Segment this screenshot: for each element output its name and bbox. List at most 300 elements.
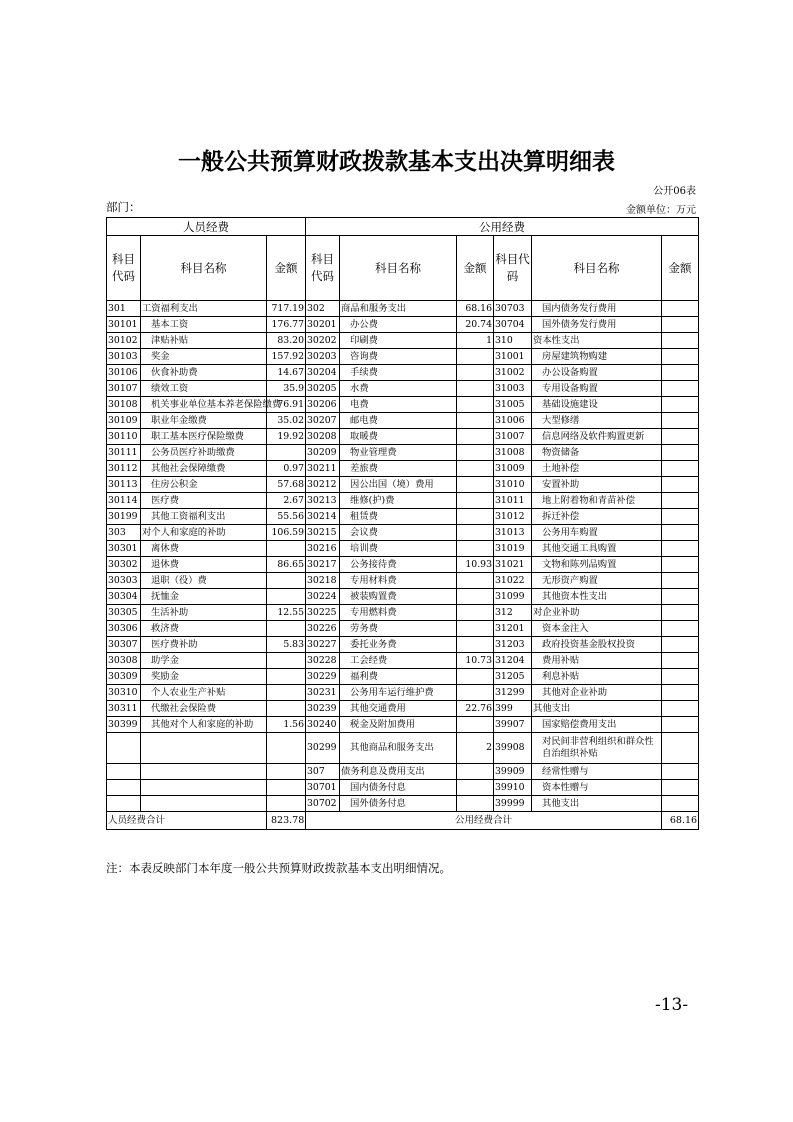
table-row [107, 621, 699, 637]
footnote: 注：本表反映部门本年度一般公共预算财政拨款基本支出明细情况。 [106, 861, 451, 875]
cell-name: 助学金 [141, 653, 267, 669]
cell-name: 其他商品和服务支出 [340, 733, 457, 764]
cell-code: 30108 [107, 397, 141, 413]
cell-code: 30212 [306, 477, 340, 493]
cell-code: 30303 [107, 573, 141, 589]
cell-amount [457, 477, 494, 493]
header-code: 科目代码 [107, 236, 141, 301]
cell-name: 工会经费 [340, 653, 457, 669]
cell-name: 基本工资 [141, 317, 267, 333]
cell-amount: 0.97 [267, 461, 306, 477]
cell-name: 医疗费补助 [141, 637, 267, 653]
cell-name: 机关事业单位基本养老保险缴费 [141, 397, 267, 413]
cell-amount [267, 796, 306, 812]
cell-code: 31002 [494, 365, 532, 381]
cell-code: 31205 [494, 669, 532, 685]
cell-amount: 76.91 [267, 397, 306, 413]
cell-amount [457, 413, 494, 429]
table-row [107, 301, 699, 317]
cell-code: 31008 [494, 445, 532, 461]
table-row [107, 541, 699, 557]
cell-code: 31204 [494, 653, 532, 669]
cell-amount: 83.20 [267, 333, 306, 349]
table-row [107, 685, 699, 701]
cell-amount [457, 796, 494, 812]
table-row [107, 557, 699, 573]
cell-code: 31201 [494, 621, 532, 637]
cell-name: 维修(护)费 [340, 493, 457, 509]
cell-code: 30305 [107, 605, 141, 621]
table-row [107, 429, 699, 445]
cell-code: 30213 [306, 493, 340, 509]
cell-amount: 14.67 [267, 365, 306, 381]
cell-code: 31019 [494, 541, 532, 557]
cell-name: 其他交通工具购置 [532, 541, 662, 557]
cell-name: 经常性赠与 [532, 764, 662, 780]
cell-name: 大型修缮 [532, 413, 662, 429]
cell-name: 代缴社会保险费 [141, 701, 267, 717]
cell-code [107, 764, 141, 780]
cell-amount [457, 605, 494, 621]
cell-amount [457, 589, 494, 605]
header-amount: 金额 [662, 236, 699, 301]
cell-code: 30206 [306, 397, 340, 413]
table-row [107, 605, 699, 621]
cell-code: 31011 [494, 493, 532, 509]
cell-amount [662, 477, 699, 493]
cell-amount [662, 637, 699, 653]
cell-name: 土地补偿 [532, 461, 662, 477]
cell-name: 文物和陈列品购置 [532, 557, 662, 573]
cell-amount [662, 397, 699, 413]
expenditure-table [106, 217, 699, 830]
cell-name: 电费 [340, 397, 457, 413]
column-header-row [107, 236, 699, 301]
cell-amount [457, 541, 494, 557]
cell-amount [457, 669, 494, 685]
cell-amount [267, 573, 306, 589]
cell-name: 安置补助 [532, 477, 662, 493]
cell-name: 差旅费 [340, 461, 457, 477]
cell-name: 其他社会保障缴费 [141, 461, 267, 477]
table-row [107, 733, 699, 764]
cell-name: 专用燃料费 [340, 605, 457, 621]
cell-amount [457, 349, 494, 365]
cell-name: 税金及附加费用 [340, 717, 457, 733]
cell-code: 30309 [107, 669, 141, 685]
cell-amount: 35.9 [267, 381, 306, 397]
cell-name: 印刷费 [340, 333, 457, 349]
cell-code: 30203 [306, 349, 340, 365]
group-public: 公用经费 [306, 218, 699, 236]
cell-amount: 2 [457, 733, 494, 764]
cell-amount: 717.19 [267, 301, 306, 317]
header-name: 科目名称 [340, 236, 457, 301]
table-row [107, 445, 699, 461]
cell-amount [662, 525, 699, 541]
cell-name: 手续费 [340, 365, 457, 381]
cell-code: 30208 [306, 429, 340, 445]
page-number: -13- [655, 995, 689, 1015]
cell-amount: 20.74 [457, 317, 494, 333]
totals-row [107, 812, 699, 830]
cell-name: 拆迁补偿 [532, 509, 662, 525]
cell-name: 国外债务发行费用 [532, 317, 662, 333]
form-number: 公开06表 [653, 186, 696, 197]
cell-name: 培训费 [340, 541, 457, 557]
public-total-label: 公用经费合计 [306, 812, 662, 830]
cell-name: 被装购置费 [340, 589, 457, 605]
group-personnel: 人员经费 [107, 218, 306, 236]
table-row [107, 669, 699, 685]
cell-name: 物资储备 [532, 445, 662, 461]
cell-name: 房屋建筑物购建 [532, 349, 662, 365]
cell-code: 30106 [107, 365, 141, 381]
cell-amount [457, 621, 494, 637]
personnel-total-value: 823.78 [267, 812, 306, 830]
cell-code: 30109 [107, 413, 141, 429]
cell-code: 30310 [107, 685, 141, 701]
table-row [107, 477, 699, 493]
cell-amount [457, 493, 494, 509]
cell-amount: 106.59 [267, 525, 306, 541]
header-code: 科目代码 [306, 236, 340, 301]
cell-amount [457, 525, 494, 541]
cell-name: 生活补助 [141, 605, 267, 621]
cell-amount: 57.68 [267, 477, 306, 493]
cell-code: 30113 [107, 477, 141, 493]
cell-amount [662, 780, 699, 796]
cell-code: 30703 [494, 301, 532, 317]
cell-name: 取暖费 [340, 429, 457, 445]
cell-amount [267, 445, 306, 461]
cell-code: 307 [306, 764, 340, 780]
cell-name: 资本性赠与 [532, 780, 662, 796]
cell-amount [662, 605, 699, 621]
cell-amount: 157.92 [267, 349, 306, 365]
cell-amount [662, 365, 699, 381]
cell-code: 31299 [494, 685, 532, 701]
cell-amount [457, 429, 494, 445]
cell-code: 31010 [494, 477, 532, 493]
cell-name: 奖励金 [141, 669, 267, 685]
cell-amount [457, 461, 494, 477]
cell-name: 商品和服务支出 [340, 301, 457, 317]
cell-name: 其他支出 [532, 796, 662, 812]
cell-amount [662, 796, 699, 812]
table-row [107, 381, 699, 397]
cell-code: 30209 [306, 445, 340, 461]
cell-code: 30399 [107, 717, 141, 733]
cell-amount [457, 685, 494, 701]
cell-name: 抚恤金 [141, 589, 267, 605]
cell-code: 39910 [494, 780, 532, 796]
cell-amount [662, 429, 699, 445]
table-row [107, 333, 699, 349]
header-name: 科目名称 [141, 236, 267, 301]
cell-code: 30201 [306, 317, 340, 333]
cell-amount [457, 780, 494, 796]
cell-name: 信息网络及软件购置更新 [532, 429, 662, 445]
cell-code: 30701 [306, 780, 340, 796]
cell-name: 其他交通费用 [340, 701, 457, 717]
cell-amount [267, 653, 306, 669]
cell-amount: 86.65 [267, 557, 306, 573]
cell-name: 劳务费 [340, 621, 457, 637]
cell-code: 30217 [306, 557, 340, 573]
cell-name: 政府投资基金股权投资 [532, 637, 662, 653]
cell-code: 30225 [306, 605, 340, 621]
cell-code: 39907 [494, 717, 532, 733]
cell-amount: 1 [457, 333, 494, 349]
cell-amount: 68.16 [457, 301, 494, 317]
cell-amount [457, 445, 494, 461]
cell-name: 咨询费 [340, 349, 457, 365]
public-total-value: 68.16 [662, 812, 699, 830]
cell-code: 30224 [306, 589, 340, 605]
cell-name: 办公设备购置 [532, 365, 662, 381]
table-row [107, 573, 699, 589]
cell-amount: 5.83 [267, 637, 306, 653]
cell-name: 退职（役）费 [141, 573, 267, 589]
cell-code: 30214 [306, 509, 340, 525]
table-row [107, 317, 699, 333]
cell-amount [662, 301, 699, 317]
cell-amount: 35.02 [267, 413, 306, 429]
cell-name: 费用补贴 [532, 653, 662, 669]
cell-name: 邮电费 [340, 413, 457, 429]
cell-name: 公务用车运行维护费 [340, 685, 457, 701]
cell-name: 国内债务付息 [340, 780, 457, 796]
cell-name: 职业年金缴费 [141, 413, 267, 429]
cell-code: 30211 [306, 461, 340, 477]
cell-code: 31203 [494, 637, 532, 653]
cell-amount [267, 733, 306, 764]
cell-name: 公务接待费 [340, 557, 457, 573]
cell-amount [662, 621, 699, 637]
cell-name: 债务利息及费用支出 [340, 764, 457, 780]
cell-amount [662, 717, 699, 733]
table-row [107, 493, 699, 509]
cell-code: 30239 [306, 701, 340, 717]
cell-name: 离休费 [141, 541, 267, 557]
cell-amount: 19.92 [267, 429, 306, 445]
cell-code: 30307 [107, 637, 141, 653]
cell-code: 30112 [107, 461, 141, 477]
cell-code: 30702 [306, 796, 340, 812]
cell-amount [267, 541, 306, 557]
cell-code: 30218 [306, 573, 340, 589]
cell-code: 30240 [306, 717, 340, 733]
cell-name: 租赁费 [340, 509, 457, 525]
cell-name: 退休费 [141, 557, 267, 573]
cell-code: 30216 [306, 541, 340, 557]
cell-code: 30704 [494, 317, 532, 333]
cell-amount [662, 509, 699, 525]
cell-name [141, 796, 267, 812]
cell-amount [662, 733, 699, 764]
unit-label: 金额单位：万元 [626, 205, 696, 216]
group-header-row [107, 218, 699, 236]
cell-code: 30304 [107, 589, 141, 605]
cell-amount [662, 669, 699, 685]
cell-amount: 10.93 [457, 557, 494, 573]
cell-code: 31001 [494, 349, 532, 365]
cell-amount [662, 349, 699, 365]
cell-amount [662, 381, 699, 397]
cell-amount [662, 653, 699, 669]
cell-amount [267, 669, 306, 685]
cell-name: 住房公积金 [141, 477, 267, 493]
personnel-total-label: 人员经费合计 [107, 812, 267, 830]
cell-code [107, 780, 141, 796]
cell-name: 个人农业生产补贴 [141, 685, 267, 701]
cell-code: 30202 [306, 333, 340, 349]
cell-amount: 55.56 [267, 509, 306, 525]
table-row [107, 796, 699, 812]
cell-name: 救济费 [141, 621, 267, 637]
cell-name: 医疗费 [141, 493, 267, 509]
cell-name: 地上附着物和青苗补偿 [532, 493, 662, 509]
cell-name [141, 780, 267, 796]
cell-code: 30308 [107, 653, 141, 669]
cell-name: 因公出国（境）费用 [340, 477, 457, 493]
header-amount: 金额 [457, 236, 494, 301]
cell-name: 专用设备购置 [532, 381, 662, 397]
cell-code: 30204 [306, 365, 340, 381]
cell-amount: 22.76 [457, 701, 494, 717]
cell-amount [662, 413, 699, 429]
cell-name [141, 733, 267, 764]
header-amount: 金额 [267, 236, 306, 301]
cell-amount [267, 701, 306, 717]
cell-amount [457, 717, 494, 733]
table-row [107, 349, 699, 365]
cell-amount [662, 333, 699, 349]
page-title: 一般公共预算财政拨款基本支出决算明细表 [178, 149, 615, 175]
table-row [107, 365, 699, 381]
cell-name: 国外债务付息 [340, 796, 457, 812]
cell-amount [662, 701, 699, 717]
cell-code: 31006 [494, 413, 532, 429]
cell-name: 绩效工资 [141, 381, 267, 397]
cell-code: 312 [494, 605, 532, 621]
table-row [107, 509, 699, 525]
table-row [107, 461, 699, 477]
cell-amount [662, 541, 699, 557]
header-code: 科目代码 [494, 236, 532, 301]
cell-code: 399 [494, 701, 532, 717]
cell-amount [662, 589, 699, 605]
cell-code: 30103 [107, 349, 141, 365]
cell-name: 水费 [340, 381, 457, 397]
cell-code: 31022 [494, 573, 532, 589]
cell-name: 职工基本医疗保险缴费 [141, 429, 267, 445]
cell-code: 30205 [306, 381, 340, 397]
cell-name: 奖金 [141, 349, 267, 365]
cell-code: 301 [107, 301, 141, 317]
table-row [107, 589, 699, 605]
cell-amount [457, 381, 494, 397]
cell-name: 公务员医疗补助缴费 [141, 445, 267, 461]
cell-code: 31005 [494, 397, 532, 413]
table-row [107, 780, 699, 796]
cell-code: 30299 [306, 733, 340, 764]
cell-code: 31003 [494, 381, 532, 397]
cell-name: 其他资本性支出 [532, 589, 662, 605]
cell-code: 30301 [107, 541, 141, 557]
cell-amount [662, 445, 699, 461]
cell-amount [267, 589, 306, 605]
cell-code: 30215 [306, 525, 340, 541]
cell-code: 30111 [107, 445, 141, 461]
cell-name: 资本金注入 [532, 621, 662, 637]
cell-amount: 176.77 [267, 317, 306, 333]
cell-code: 30231 [306, 685, 340, 701]
cell-code: 31099 [494, 589, 532, 605]
header-name: 科目名称 [532, 236, 662, 301]
cell-code: 30102 [107, 333, 141, 349]
table-row [107, 717, 699, 733]
cell-code: 30226 [306, 621, 340, 637]
cell-code: 39999 [494, 796, 532, 812]
cell-name: 其他支出 [532, 701, 662, 717]
cell-code [107, 733, 141, 764]
cell-amount [267, 685, 306, 701]
cell-code: 30207 [306, 413, 340, 429]
cell-amount [457, 365, 494, 381]
cell-name: 利息补贴 [532, 669, 662, 685]
cell-amount [662, 317, 699, 333]
cell-name: 基础设施建设 [532, 397, 662, 413]
cell-code: 30302 [107, 557, 141, 573]
cell-amount [267, 764, 306, 780]
cell-code: 31013 [494, 525, 532, 541]
cell-amount: 2.67 [267, 493, 306, 509]
cell-code: 30107 [107, 381, 141, 397]
cell-name: 对个人和家庭的补助 [141, 525, 267, 541]
cell-code: 30110 [107, 429, 141, 445]
cell-name: 伙食补助费 [141, 365, 267, 381]
table-row [107, 397, 699, 413]
cell-code: 30227 [306, 637, 340, 653]
cell-code: 310 [494, 333, 532, 349]
cell-name: 其他工资福利支出 [141, 509, 267, 525]
cell-amount [457, 397, 494, 413]
cell-name: 工资福利支出 [141, 301, 267, 317]
cell-name: 资本性支出 [532, 333, 662, 349]
cell-code: 31012 [494, 509, 532, 525]
cell-name: 国内债务发行费用 [532, 301, 662, 317]
table-row [107, 764, 699, 780]
cell-name: 办公费 [340, 317, 457, 333]
cell-code: 39908 [494, 733, 532, 764]
table-row [107, 525, 699, 541]
cell-code: 30229 [306, 669, 340, 685]
cell-name: 国家赔偿费用支出 [532, 717, 662, 733]
cell-code: 31009 [494, 461, 532, 477]
cell-name: 专用材料费 [340, 573, 457, 589]
cell-name: 其他对个人和家庭的补助 [141, 717, 267, 733]
cell-name: 会议费 [340, 525, 457, 541]
cell-amount [662, 557, 699, 573]
cell-name: 对企业补助 [532, 605, 662, 621]
cell-name: 津贴补贴 [141, 333, 267, 349]
table-row [107, 653, 699, 669]
cell-amount [457, 637, 494, 653]
cell-name: 福利费 [340, 669, 457, 685]
table-row [107, 637, 699, 653]
